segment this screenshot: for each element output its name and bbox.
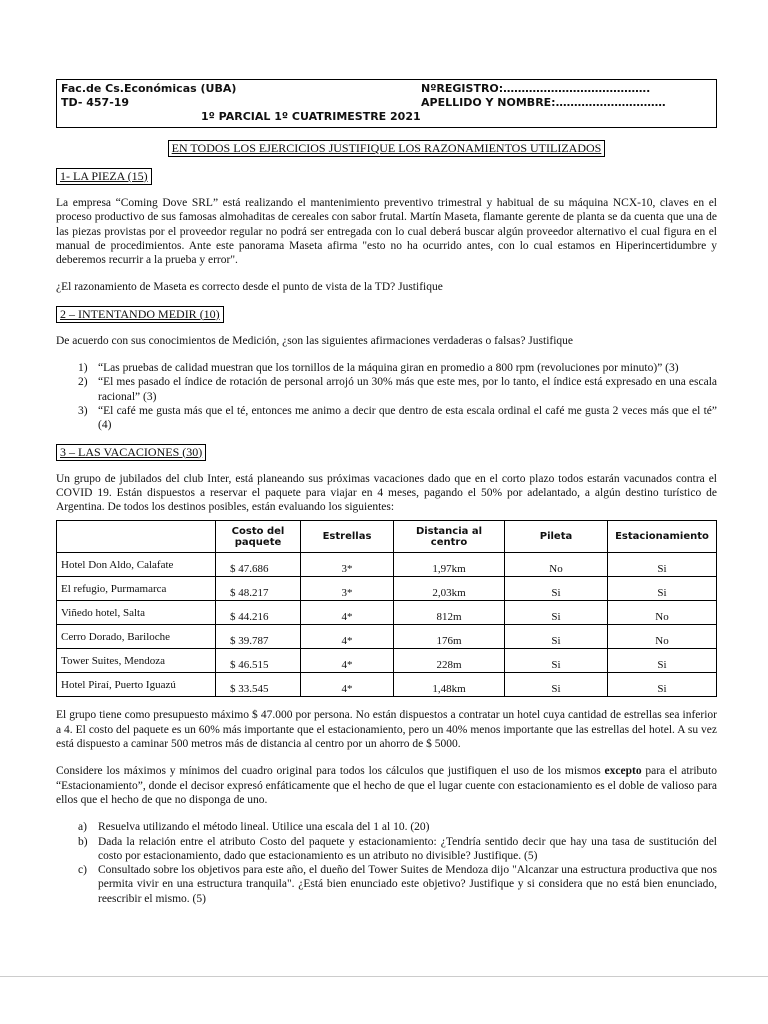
list-item [56,820,717,834]
table-cell: $ 47.686 [216,553,301,577]
page-bottom-divider [0,976,768,977]
section-2-title: 2 – INTENTANDO MEDIR (10) [56,306,224,323]
item-text: “El café me gusta más que el té, entonces me animo a decir que dentro de esta escala ordinal el café me gusta 2 veces más que el té” (4) [98,404,717,432]
column-header: Pileta [505,521,608,553]
section-3-consider [56,764,717,807]
hotels-table-body [57,553,717,697]
table-cell: Si [505,673,608,697]
hotel-name-cell: Viñedo hotel, Salta [57,601,216,625]
section-2-intro: De acuerdo con sus conocimientos de Medición, ¿son las siguientes afirmaciones verdaderas o falsas? Justifique [56,334,574,347]
table-cell: 4* [301,649,394,673]
table-row [57,649,717,673]
table-cell: Si [505,625,608,649]
name-field: APELLIDO Y NOMBRE:………………………… [421,96,666,109]
table-cell: 1,97km [394,553,505,577]
registro-field: NºREGISTRO:…………………………………. [421,82,651,95]
table-cell: Si [608,577,717,601]
table-header-row [57,521,717,553]
table-cell: Si [505,601,608,625]
table-cell: 812m [394,601,505,625]
hotel-name-cell: El refugio, Purmamarca [57,577,216,601]
item-number: 1) [78,362,88,375]
table-row [57,601,717,625]
section-1-title: 1- LA PIEZA (15) [56,168,152,185]
consider-text-rest: para el atributo “Estacionamiento”, donde el decisor expresó enfáticamente que el hecho de que el lugar cuente con estacionamiento es el doble de valioso para ellos que el hecho de que no disponga de uno. [56,765,718,806]
table-cell: No [505,553,608,577]
faculty-label: Fac.de Cs.Económicas (UBA) [61,82,237,95]
table-cell: Si [505,649,608,673]
hotel-name-cell: Cerro Dorado, Bariloche [57,625,216,649]
hotels-table [56,520,717,697]
exam-header [56,79,717,128]
section-1-body: La empresa “Coming Dove SRL” está realizando el mantenimiento preventivo trimestral y habitual de su máquina NCX-10, claves en el proceso productivo de sus famosas almohaditas de cereales con sabor frutal. Martín Maseta, flamante gerente de planta se da cuenta que una de las piezas provistas por el proveedor regular no podrá ser entregada con lo cual deberá buscar algún proveedor alternativo el cual figura en el manual de procedimientos. Ante este panorama Maseta afirma "esto no ha ocurrido antes, con lo cual estamos en Hiperincertidumbre y deberemos recurrir a la prueba y error". [56,197,717,267]
hotel-name-cell: Hotel Piraí, Puerto Iguazú [57,673,216,697]
list-item [56,361,717,375]
instruction-line [56,139,717,157]
table-row [57,577,717,601]
hotel-name-cell: Tower Suites, Mendoza [57,649,216,673]
table-cell: 2,03km [394,577,505,601]
section-1 [56,167,717,295]
section-2-list [56,361,717,432]
column-header: Estacionamiento [608,521,717,553]
column-header [57,521,216,553]
column-header: Costo del paquete [216,521,301,553]
table-cell: 4* [301,601,394,625]
column-header: Distancia al centro [394,521,505,553]
consider-text: Considere los máximos y mínimos del cuadro original para todos los cálculos que justifiquen el uso de los mismos [56,765,605,778]
table-cell: Si [608,649,717,673]
exam-page [56,79,717,906]
table-cell: 4* [301,673,394,697]
hotel-name-cell: Hotel Don Aldo, Calafate [57,553,216,577]
table-cell: No [608,625,717,649]
table-cell: $ 46.515 [216,649,301,673]
table-cell: Si [608,673,717,697]
section-3-title: 3 – LAS VACACIONES (30) [56,444,206,461]
table-cell: 228m [394,649,505,673]
table-cell: 4* [301,625,394,649]
consider-emphasis: excepto [604,765,642,778]
exam-title: 1º PARCIAL 1º CUATRIMESTRE 2021 [201,110,421,123]
item-number: b) [78,835,88,848]
item-text: Resuelva utilizando el método lineal. Utilice una escala del 1 al 10. (20) [98,821,430,834]
table-cell: No [608,601,717,625]
table-cell: 3* [301,577,394,601]
list-item [56,375,717,404]
section-1-question: ¿El razonamiento de Maseta es correcto desde el punto de vista de la TD? Justifique [56,281,443,294]
item-number: 3) [78,404,88,417]
table-cell: $ 33.545 [216,673,301,697]
table-row [57,673,717,697]
list-item [56,404,717,433]
table-cell: 3* [301,553,394,577]
section-3-intro: Un grupo de jubilados del club Inter, está planeando sus próximas vacaciones dado que en el corto plazo todos estarán vacunados contra el COVID 19. Están dispuestos a reservar el paquete para viajar en 4 meses, pagando el 50% por adelantado, a algún destino turístico de Argentina. De todos los destinos posibles, están evaluando los siguientes: [56,472,717,514]
section-2 [56,305,717,433]
section-3-list [56,820,717,906]
item-number: c) [78,864,87,877]
item-text: Dada la relación entre el atributo Costo del paquete y estacionamiento: ¿Tendría sentido decir que hay una tasa de sustitución del costo por estacionamiento, dado que estacionamiento es un atributo no divisible? Justifique. (5) [98,835,717,862]
table-cell: $ 39.787 [216,625,301,649]
section-3 [56,443,717,906]
list-item [56,835,717,864]
item-text: “Las pruebas de calidad muestran que los tornillos de la máquina giran en promedio a 800 rpm (revoluciones por minuto)” (3) [98,362,679,375]
table-cell: Si [608,553,717,577]
column-header: Estrellas [301,521,394,553]
table-cell: $ 44.216 [216,601,301,625]
table-row [57,625,717,649]
section-3-budget: El grupo tiene como presupuesto máximo $ 47.000 por persona. No están dispuestos a contratar un hotel cuya cantidad de estrellas sea inferior a 4. El costo del paquete es un 60% más importante que el estacionamiento, pero un 40% menos importante que las estrellas del hotel. A su vez está dispuesto a caminar 500 metros más de distancia al centro por un ahorro de $ 5000. [56,709,717,751]
item-number: 2) [78,376,88,389]
item-number: a) [78,821,87,834]
instruction-text: EN TODOS LOS EJERCICIOS JUSTIFIQUE LOS RAZONAMIENTOS UTILIZADOS [168,140,606,157]
table-cell: $ 48.217 [216,577,301,601]
item-text: Consultado sobre los objetivos para este año, el dueño del Tower Suites de Mendoza dijo "Alcanzar una estructura productiva que nos permita vivir en una estructura tranquila". ¿Está bien enunciado este objetivo? Justifique y si considera que no está bien enunciado, reescribir el mismo. (5) [98,864,717,905]
course-code: TD- 457-19 [61,96,130,109]
table-cell: 176m [394,625,505,649]
list-item [56,863,717,906]
table-row [57,553,717,577]
table-cell: 1,48km [394,673,505,697]
item-text: “El mes pasado el índice de rotación de personal arrojó un 30% más que este mes, por lo tanto, el índice está expresado en una escala racional” (3) [98,376,717,403]
table-cell: Si [505,577,608,601]
